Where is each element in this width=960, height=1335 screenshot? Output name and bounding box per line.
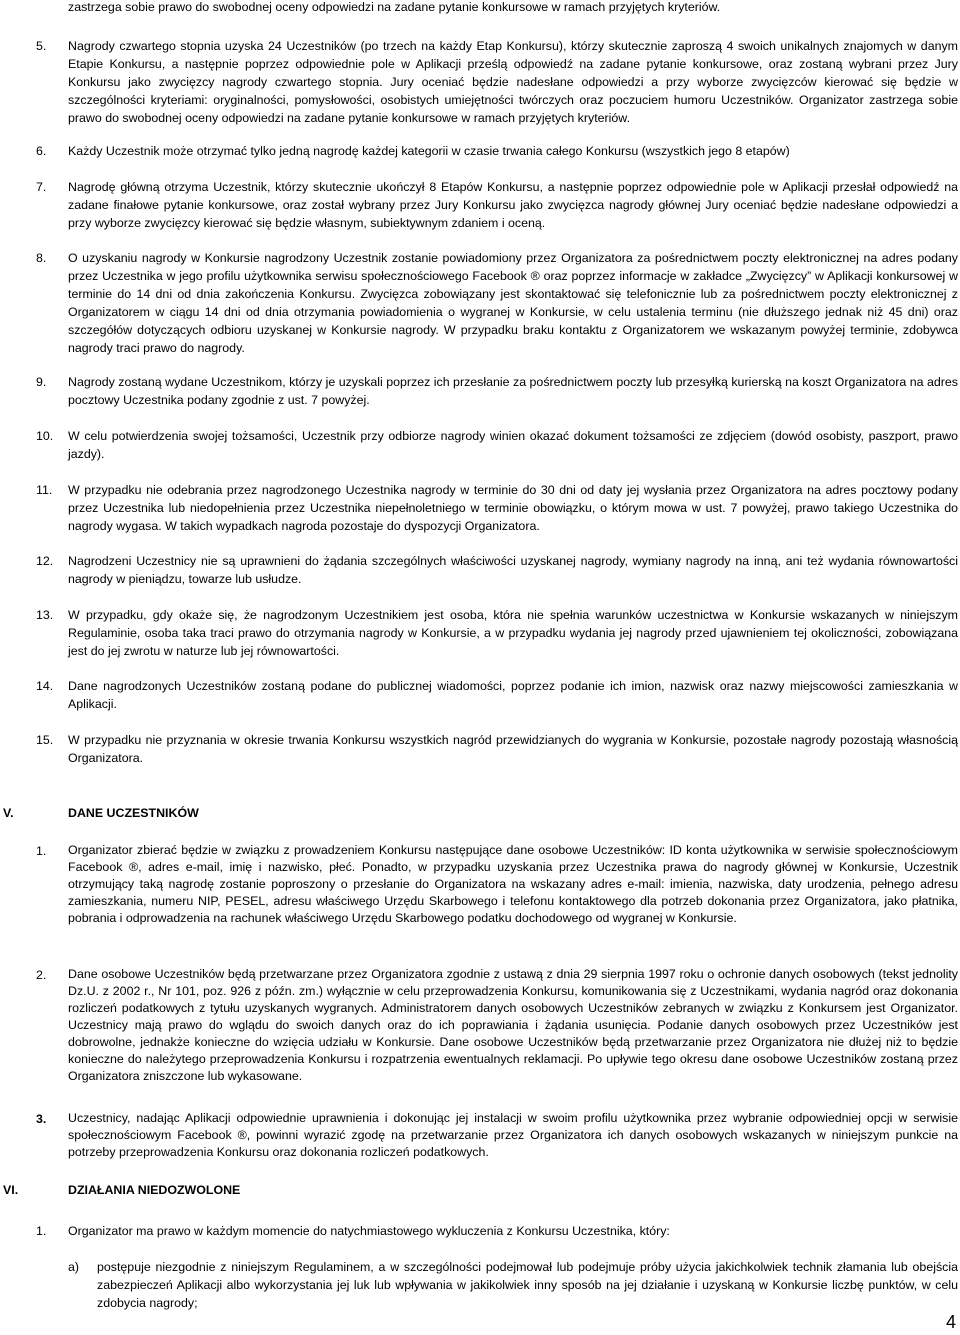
item-text: Każdy Uczestnik może otrzymać tylko jedną nagrodę każdej kategorii w czasie trwania całego Konkursu (wszystkich jego 8 etapów) [68,144,790,158]
item-number: 13. [36,608,54,622]
item-text: Dane nagrodzonych Uczestników zostaną podane do publicznej wiadomości, poprzez podanie ich imion, nazwisk oraz nazwy miejscowości zamieszkania w Aplikacji. [68,679,958,711]
item-text: W przypadku nie odebrania przez nagrodzonego Uczestnika nagrody w terminie do 30 dni od daty jej wysłania przez Organizatora na adres pocztowy podany przez Uczestnika lub niedopełnienia przez Uczestnika niepełnoletniego w terminie obowiązku, o którym mowa w ust. 7 powyżej, prawo takiego Uczestnika do nagrody wygasa. W takich wypadkach nagroda pozostaje do dyspozycji Organizatora. [68,483,958,533]
item-text: W celu potwierdzenia swojej tożsamości, Uczestnik przy odbiorze nagrody winien okazać dokument tożsamości ze zdjęciem (dowód osobisty, paszport, prawo jazdy). [68,429,958,461]
item-number: 5. [36,39,47,53]
item-number: 1. [36,1224,47,1238]
sub-item-text: postępuje niezgodnie z niniejszym Regulaminem, a w szczególności podejmował lub podejmuje próby użycia jakichkolwiek technik złamania lub obejścia zabezpieczeń Aplikacji albo wykorzystania jej luk lub wpływania w jakikolwiek inny sposób na jej działanie i uzyskaną w Konkursie liczbę punktów, w celu zdobycia nagrody; [97,1260,958,1310]
item-number: 10. [36,429,54,443]
item-number: 3. [36,1112,47,1126]
item-number: 14. [36,679,54,693]
item-text: Nagrodzeni Uczestnicy nie są uprawnieni do żądania szczególnych właściwości uzyskanej nagrody, wymiany nagrody na inną, ani też wydania równowartości nagrody w pieniądzu, towarze lub usłudze. [68,554,958,586]
item-text: Organizator zbierać będzie w związku z prowadzeniem Konkursu następujące dane osobowe Uczestników: ID konta użytkownika w serwisie społecznościowym Facebook ®, adres e-mail, imię i nazwisko, płeć. Ponadto, w przypadku uzyskania przez Uczestnika prawa do nagrody głównej w Konkursie, Uczestnik otrzymujący taką nagrodę zostanie poproszony o przesłanie do Organizatora na wskazany adres e-mail: imienia, nazwiska, daty urodzenia, pełnego adresu zamieszkania, numeru NIP, PESEL, adresu właściwego Urzędu Skarbowego i telefonu kontaktowego dla potrzeb dokonania przez Organizatora, jako płatnika, pobrania i odprowadzenia na rachunek właściwego Urzędu Skarbowego podatku dochodowego od wygranej w Konkursie. [68,843,958,925]
item-number: 1. [36,844,47,858]
item-text: Dane osobowe Uczestników będą przetwarzane przez Organizatora zgodnie z ustawą z dnia 29 sierpnia 1997 roku o ochronie danych osobowych (tekst jednolity Dz.U. z 2002 r., Nr 101, poz. 926 z późn. zm.) wyłącznie w celu przeprowadzenia Konkursu, komunikowania się z Uczestnikami, wydania nagród oraz dokonania rozliczeń podatkowych z tytułu uzyskanych wygranych. Administratorem danych osobowych Uczestników zebranych w związku z Konkursem jest Organizator. Uczestnicy mają prawo do wglądu do swoich danych oraz do ich poprawiania i żądania usunięcia. Podanie danych osobowych przez Uczestników jest dobrowolne, jednakże konieczne do wzięcia udziału w Konkursie. Dane osobowe Uczestników będą przetwarzanie przez Organizatora nie dłużej niż to będzie konieczne do należytego przeprowadzenia Konkursu i rozpatrzenia ewentualnych reklamacji. Po upływie tego okresu dane osobowe Uczestników zostaną przez Organizatora zniszczone lub wykasowane. [68,967,958,1083]
item-number: 7. [36,180,47,194]
item-text: W przypadku, gdy okaże się, że nagrodzonym Uczestnikiem jest osoba, która nie spełnia warunków uczestnictwa w Konkursie wskazanych w niniejszym Regulaminie, osoba taka traci prawo do otrzymania nagrody w Konkursie, a w przypadku wydania jej nagrody przed ujawnieniem tej okoliczności, zobowiązana jest do jej zwrotu w naturze lub jej równowartości. [68,608,958,658]
item-number: 2. [36,968,47,982]
continuation-line: zastrzega sobie prawo do swobodnej oceny odpowiedzi na zadane pytanie konkursowe w ramach przyjętych kryteriów. [68,0,721,14]
item-number: 11. [36,483,53,497]
item-text: O uzyskaniu nagrody w Konkursie nagrodzony Uczestnik zostanie powiadomiony przez Organizatora za pośrednictwem poczty elektronicznej na adres podany przez Uczestnika w jego profilu użytkownika serwisu społecznościowego Facebook ® oraz poprzez informacje w zakładce „Zwycięzcy” w Aplikacji konkursowej w terminie do 14 dni od dnia zakończenia Konkursu. Zwycięzca zobowiązany jest skontaktować się telefonicznie lub za pośrednictwem poczty elektronicznej z Organizatorem w ciągu 14 dni od dnia otrzymania powiadomienia o wygranej w Konkursie, w celu ustalenia terminu (nie dłuższego jednak niż 45 dni) oraz szczegółów dotyczących odbioru uzyskanej w Konkursie nagrody. W przypadku braku kontaktu z Organizatorem we wskazanym powyżej terminie, zdobywca nagrody traci prawo do nagrody. [68,251,958,355]
section-number: V. [3,806,14,820]
item-text: Nagrodę główną otrzyma Uczestnik, którzy skutecznie ukończył 8 Etapów Konkursu, a następnie poprzez odpowiednie pole w Aplikacji przesłał odpowiedź na zadane finałowe pytanie konkursowe, oraz został wybrany przez Jury Konkursu jako zwycięzca nagrody głównej Jury oceniać będzie nadesłane odpowiedzi a przy wyborze zwycięzcy kierować się będzie własnym, subiektywnym zdaniem i oceną. [68,180,958,230]
item-text: W przypadku nie przyznania w okresie trwania Konkursu wszystkich nagród przewidzianych do wygrania w Konkursie, pozostałe nagrody pozostają własnością Organizatora. [68,733,958,765]
item-number: 9. [36,375,47,389]
item-number: 8. [36,251,47,265]
item-text: Nagrody zostaną wydane Uczestnikom, którzy je uzyskali poprzez ich przesłanie za pośrednictwem poczty lub przesyłką kurierską na koszt Organizatora na adres pocztowy Uczestnika podany zgodnie z ust. 7 powyżej. [68,375,958,407]
item-text: Nagrody czwartego stopnia uzyska 24 Uczestników (po trzech na każdy Etap Konkursu), którzy skutecznie zaproszą 4 swoich unikalnych znajomych w danym Etapie Konkursu, a następnie poprzez odpowiednie pole w Aplikacji prześlą odpowiedź na zadane pytanie konkursowe, oraz zostaną wybrani przez Jury Konkursu jako zwycięzcy nagrody czwartego stopnia. Jury oceniać będzie nadesłane odpowiedzi a przy wyborze zwycięzców kierować się będzie w szczególności kryteriami: oryginalności, pomysłowości, osobistych umiejętności twórczych oraz poczuciem humoru Uczestników. Organizator zastrzega sobie prawo do swobodnej oceny odpowiedzi na zadane pytanie konkursowe w ramach przyjętych kryteriów. [68,39,958,125]
item-number: 12. [36,554,54,568]
item-number: 6. [36,144,47,158]
item-text: Uczestnicy, nadając Aplikacji odpowiednie uprawnienia i dokonując jej instalacji w swoim profilu użytkownika przez wybranie odpowiedniej opcji w serwisie społecznościowym Facebook ®, powinni wyrazić zgodę na przetwarzanie przez Organizatora ich danych osobowych wskazanych w niniejszym punkcie na potrzeby przeprowadzenia Konkursu oraz dokonania rozliczeń podatkowych. [68,1111,958,1159]
section-title: DANE UCZESTNIKÓW [68,806,199,820]
item-text: Organizator ma prawo w każdym momencie do natychmiastowego wykluczenia z Konkursu Uczestnika, który: [68,1224,670,1238]
page-number: 4 [945,1312,956,1332]
sub-item-letter: a) [68,1260,80,1274]
section-number: VI. [3,1183,19,1197]
item-number: 15. [36,733,54,747]
section-title: DZIAŁANIA NIEDOZWOLONE [68,1183,241,1197]
